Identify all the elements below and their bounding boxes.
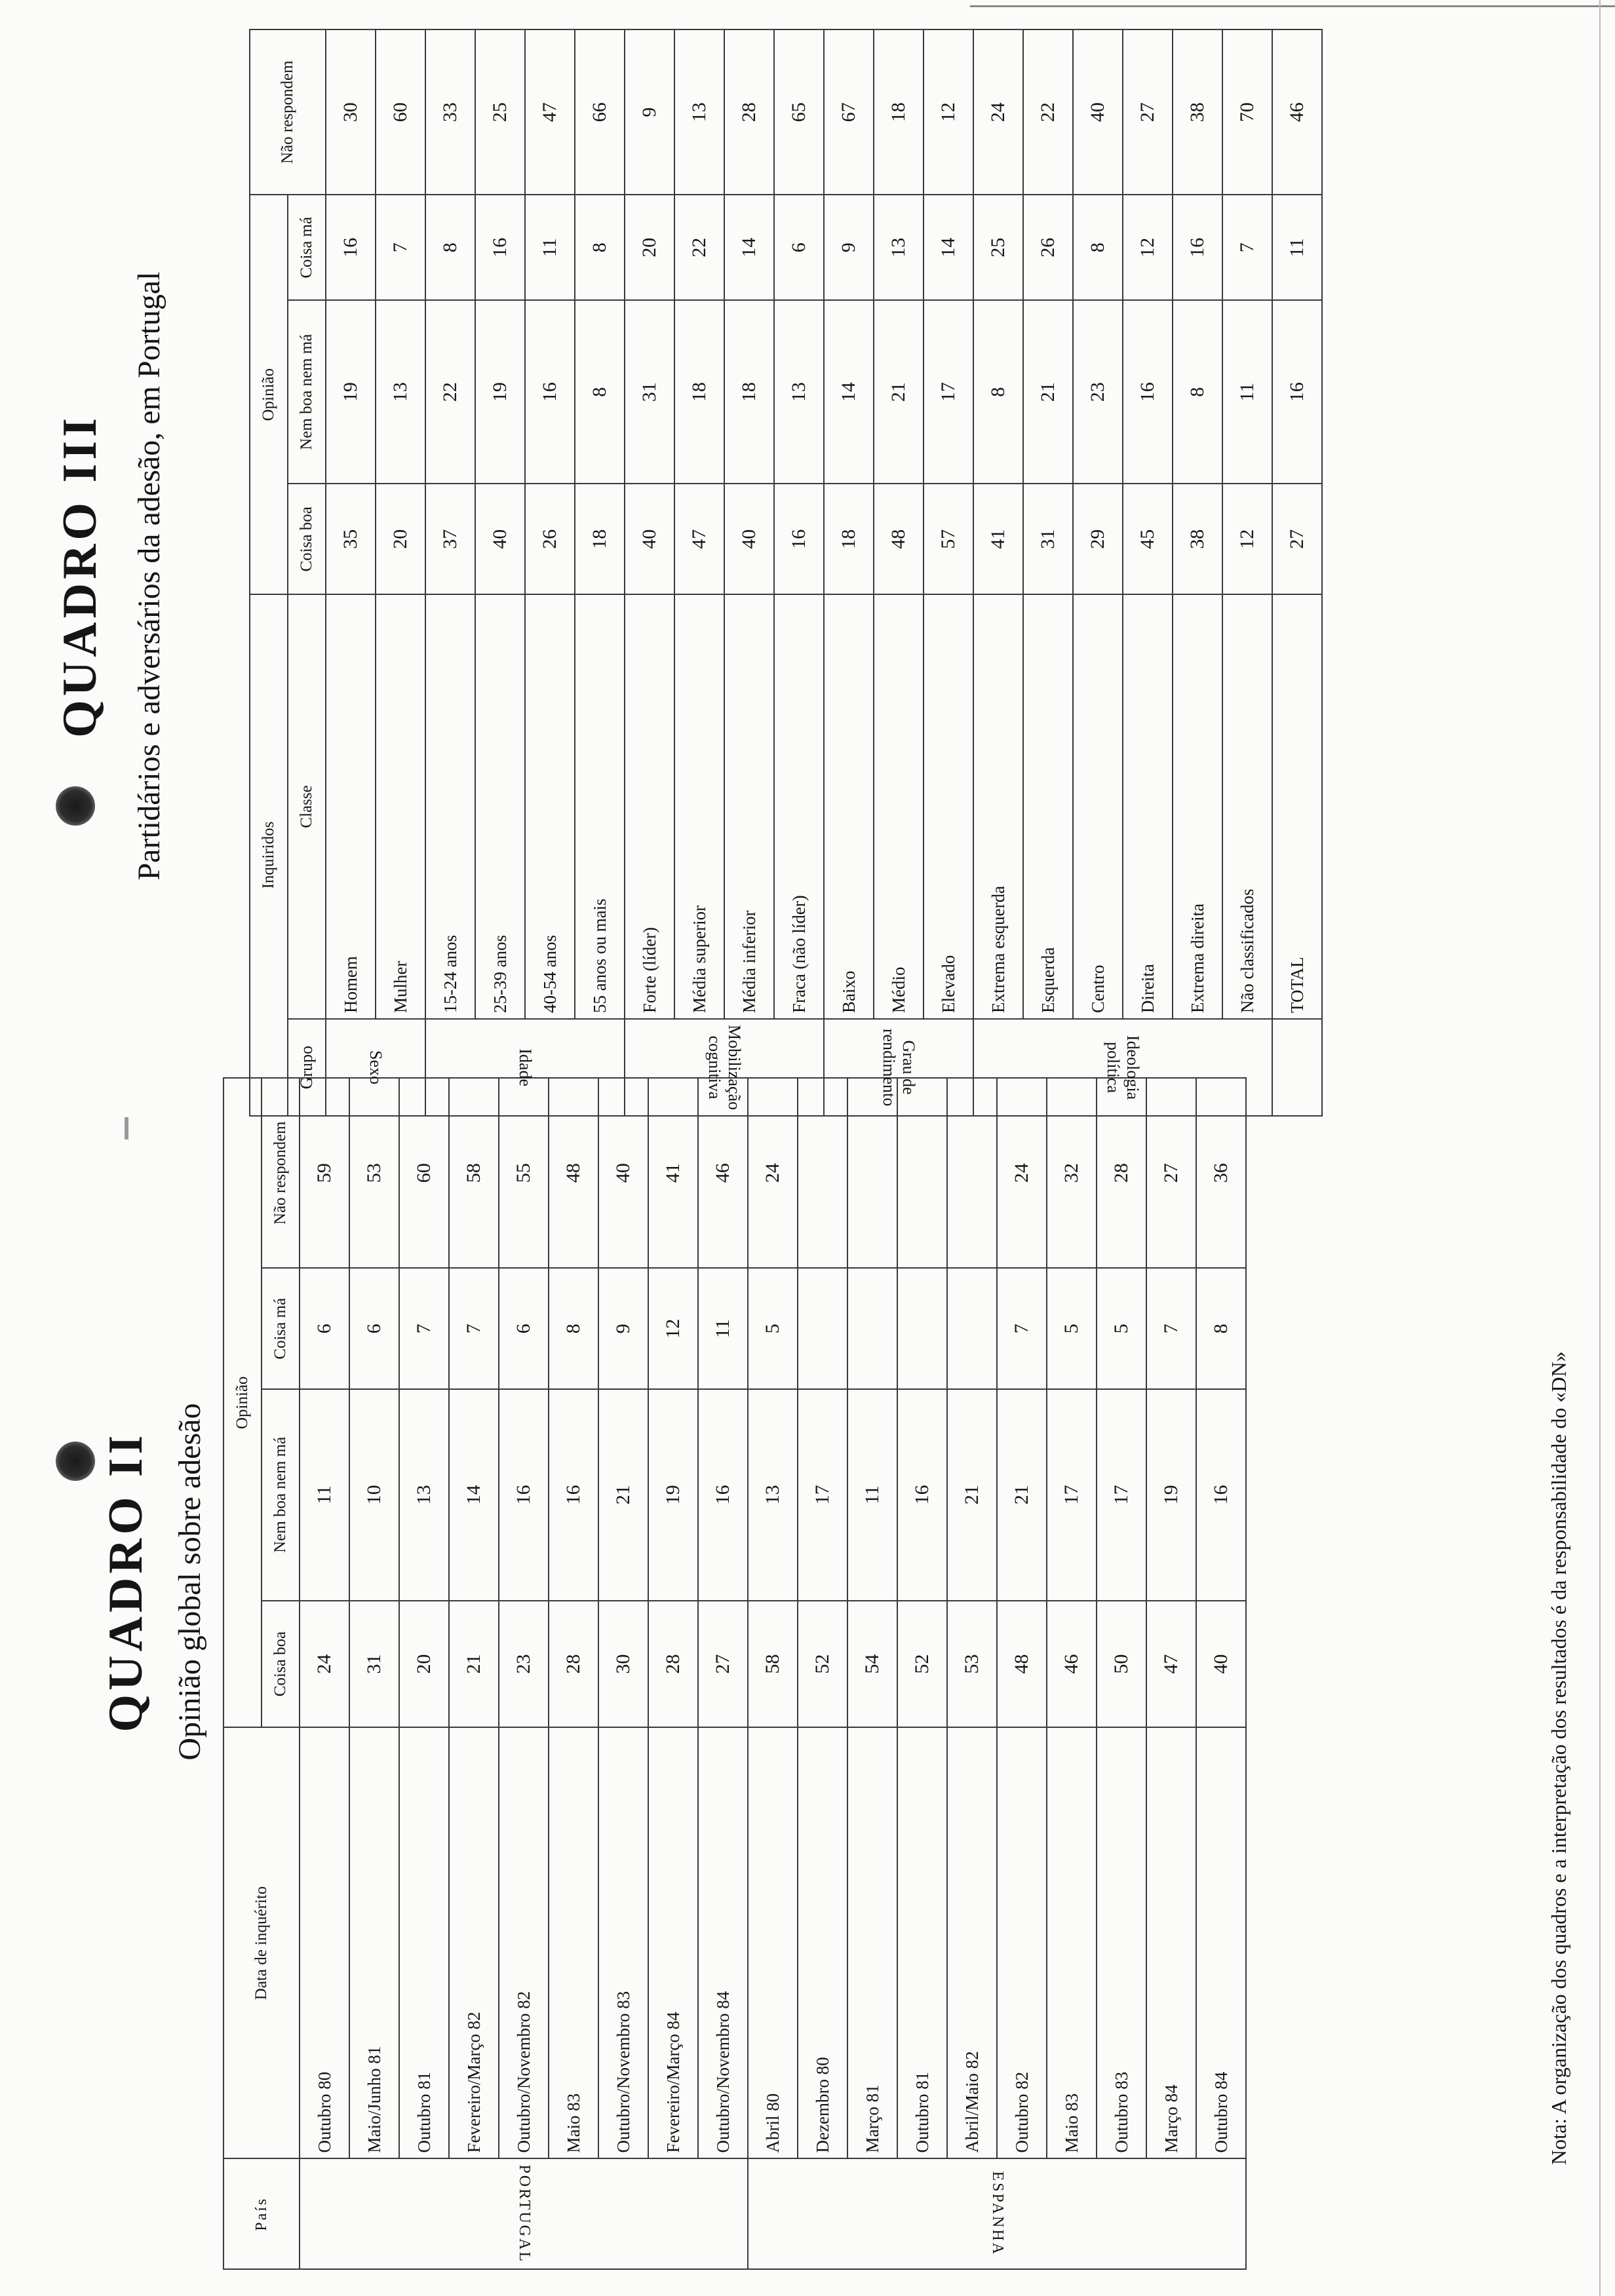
survey-date: Outubro 82	[997, 1727, 1047, 2158]
table-row	[525, 29, 575, 1116]
country-cell	[300, 2158, 748, 2269]
table-row	[824, 29, 874, 1116]
table-row	[1173, 29, 1222, 1116]
value-cell: 60	[376, 29, 425, 195]
value-cell: 48	[997, 1601, 1047, 1728]
value-cell	[847, 1268, 897, 1389]
value-cell: 8	[1173, 300, 1222, 484]
value-cell: 58	[748, 1601, 798, 1728]
table-row	[376, 29, 425, 1116]
class-label: Fraca (não líder)	[774, 594, 824, 1019]
value-cell: 45	[1123, 484, 1173, 594]
value-cell: 41	[648, 1078, 698, 1268]
value-cell: 41	[973, 484, 1023, 594]
class-label: 15-24 anos	[425, 594, 475, 1019]
value-cell: 21	[598, 1389, 648, 1600]
value-cell: 35	[326, 484, 376, 594]
value-cell: 16	[475, 195, 525, 300]
value-cell: 36	[1196, 1078, 1246, 1268]
table-row	[897, 1078, 947, 2269]
value-cell: 37	[425, 484, 475, 594]
total-value: 11	[1272, 195, 1322, 300]
value-cell: 32	[1047, 1078, 1097, 1268]
country-label: PORTUGAL	[515, 2164, 533, 2263]
class-label: Mulher	[376, 594, 425, 1019]
value-cell: 19	[475, 300, 525, 484]
value-cell: 26	[1023, 195, 1073, 300]
value-cell: 29	[1073, 484, 1123, 594]
table-row	[499, 1078, 549, 2269]
value-cell: 22	[425, 300, 475, 484]
value-cell: 25	[973, 195, 1023, 300]
value-cell: 21	[1023, 300, 1073, 484]
value-cell: 7	[1222, 195, 1272, 300]
value-cell: 30	[326, 29, 376, 195]
value-cell: 13	[399, 1389, 449, 1600]
survey-date: Abril 80	[748, 1727, 798, 2158]
value-cell: 14	[924, 195, 973, 300]
value-cell: 9	[625, 29, 674, 195]
table-row	[425, 29, 475, 1116]
value-cell: 7	[399, 1268, 449, 1389]
value-cell: 24	[300, 1601, 349, 1728]
value-cell: 14	[449, 1389, 499, 1600]
value-cell: 66	[575, 29, 625, 195]
class-label: Médio	[874, 594, 924, 1019]
survey-date: Fevereiro/Março 84	[648, 1727, 698, 2158]
survey-date: Abril/Maio 82	[947, 1727, 997, 2158]
table-row	[947, 1078, 997, 2269]
value-cell: 23	[1073, 300, 1123, 484]
header-grupo: Grupo	[288, 1019, 326, 1116]
class-label: 25-39 anos	[475, 594, 525, 1019]
table-row	[774, 29, 824, 1116]
value-cell: 7	[997, 1268, 1047, 1389]
value-cell: 53	[947, 1601, 997, 1728]
table-row	[399, 1078, 449, 2269]
value-cell: 12	[924, 29, 973, 195]
total-value: 46	[1272, 29, 1322, 195]
quadro-iii-subtitle: Partidários e adversários da adesão, em Portugal	[132, 271, 166, 881]
table-row	[475, 29, 525, 1116]
value-cell: 40	[475, 484, 525, 594]
table-row	[874, 29, 924, 1116]
survey-date: Março 81	[847, 1727, 897, 2158]
value-cell: 16	[326, 195, 376, 300]
table-row	[449, 1078, 499, 2269]
value-cell	[798, 1268, 847, 1389]
value-cell: 40	[1073, 29, 1123, 195]
survey-date: Março 84	[1146, 1727, 1196, 2158]
value-cell: 28	[1097, 1078, 1146, 1268]
header-inquiridos: Inquiridos	[250, 594, 288, 1116]
survey-date: Outubro/Novembro 83	[598, 1727, 648, 2158]
value-cell: 52	[897, 1601, 947, 1728]
group-cell	[425, 1019, 625, 1116]
value-cell: 48	[549, 1078, 598, 1268]
value-cell: 55	[499, 1078, 549, 1268]
table-row	[1222, 29, 1272, 1116]
value-cell: 21	[874, 300, 924, 484]
value-cell: 16	[1173, 195, 1222, 300]
quadro-ii-table	[223, 1077, 1247, 2270]
group-label: Idade	[516, 1048, 535, 1086]
value-cell: 8	[1196, 1268, 1246, 1389]
value-cell: 52	[798, 1601, 847, 1728]
table-row	[648, 1078, 698, 2269]
group-label: Ideologia política	[1104, 1035, 1142, 1100]
value-cell: 24	[973, 29, 1023, 195]
value-cell: 48	[874, 484, 924, 594]
table-row	[748, 1078, 798, 2269]
footnote: Nota: A organização dos quadros e a interpretação dos resultados é da responsabilidade do «DN»	[1547, 1351, 1570, 2165]
total-label: TOTAL	[1272, 594, 1322, 1019]
value-cell: 17	[1097, 1389, 1146, 1600]
survey-date: Outubro/Novembro 82	[499, 1727, 549, 2158]
value-cell	[897, 1268, 947, 1389]
table-row	[549, 1078, 598, 2269]
value-cell: 16	[525, 300, 575, 484]
table-row	[300, 1078, 349, 2269]
value-cell: 6	[499, 1268, 549, 1389]
value-cell: 24	[748, 1078, 798, 1268]
table-row	[997, 1078, 1047, 2269]
value-cell: 47	[525, 29, 575, 195]
header-coisa-ma-iii: Coisa má	[288, 195, 326, 300]
class-label: Não classificados	[1222, 594, 1272, 1019]
value-cell: 13	[376, 300, 425, 484]
value-cell: 60	[399, 1078, 449, 1268]
value-cell: 7	[449, 1268, 499, 1389]
value-cell: 38	[1173, 484, 1222, 594]
value-cell: 70	[1222, 29, 1272, 195]
value-cell: 8	[575, 300, 625, 484]
value-cell: 27	[1123, 29, 1173, 195]
value-cell: 11	[1222, 300, 1272, 484]
value-cell: 6	[300, 1268, 349, 1389]
value-cell: 13	[874, 195, 924, 300]
group-label: Sexo	[366, 1050, 385, 1085]
value-cell: 26	[525, 484, 575, 594]
table-row	[847, 1078, 897, 2269]
table-row	[1047, 1078, 1097, 2269]
class-label: Extrema esquerda	[973, 594, 1023, 1019]
value-cell: 50	[1097, 1601, 1146, 1728]
value-cell: 67	[824, 29, 874, 195]
value-cell: 33	[425, 29, 475, 195]
value-cell: 5	[748, 1268, 798, 1389]
value-cell: 5	[1097, 1268, 1146, 1389]
value-cell	[947, 1268, 997, 1389]
class-label: Elevado	[924, 594, 973, 1019]
table-row	[1146, 1078, 1196, 2269]
value-cell: 54	[847, 1601, 897, 1728]
table-row	[1123, 29, 1173, 1116]
class-label: Homem	[326, 594, 376, 1019]
value-cell: 16	[549, 1389, 598, 1600]
value-cell: 11	[847, 1389, 897, 1600]
value-cell: 31	[625, 300, 674, 484]
value-cell: 11	[300, 1389, 349, 1600]
class-label: Média superior	[674, 594, 724, 1019]
class-label: Baixo	[824, 594, 874, 1019]
value-cell: 46	[1047, 1601, 1097, 1728]
value-cell: 8	[575, 195, 625, 300]
value-cell: 53	[349, 1078, 399, 1268]
table-row	[598, 1078, 648, 2269]
header-coisa-boa: Coisa boa	[262, 1601, 300, 1728]
quadro-iii-body	[326, 29, 1322, 1116]
group-cell	[326, 1019, 425, 1116]
class-label: Esquerda	[1023, 594, 1073, 1019]
header-opiniao-iii: Opinião	[250, 195, 288, 594]
value-cell: 20	[399, 1601, 449, 1728]
value-cell: 16	[698, 1389, 748, 1600]
survey-date: Fevereiro/Março 82	[449, 1727, 499, 2158]
group-label: Grau de rendimento	[880, 1028, 918, 1107]
survey-date: Outubro 81	[897, 1727, 947, 2158]
value-cell: 22	[674, 195, 724, 300]
quadro-ii-body	[300, 1078, 1246, 2269]
table-row	[724, 29, 774, 1116]
value-cell: 7	[376, 195, 425, 300]
value-cell: 28	[648, 1601, 698, 1728]
value-cell: 14	[824, 300, 874, 484]
header-coisa-ma: Coisa má	[262, 1268, 300, 1389]
table-row	[1097, 1078, 1146, 2269]
value-cell: 47	[1146, 1601, 1196, 1728]
class-label: 55 anos ou mais	[575, 594, 625, 1019]
value-cell: 18	[824, 484, 874, 594]
value-cell: 16	[897, 1389, 947, 1600]
value-cell: 19	[326, 300, 376, 484]
value-cell: 8	[1073, 195, 1123, 300]
value-cell: 27	[698, 1601, 748, 1728]
group-cell	[824, 1019, 973, 1116]
group-cell-empty	[1272, 1019, 1322, 1116]
survey-date: Maio 83	[549, 1727, 598, 2158]
value-cell: 17	[924, 300, 973, 484]
value-cell: 16	[1196, 1389, 1246, 1600]
table-row	[625, 29, 674, 1116]
value-cell: 21	[997, 1389, 1047, 1600]
value-cell: 19	[1146, 1389, 1196, 1600]
survey-date: Outubro/Novembro 84	[698, 1727, 748, 2158]
value-cell: 28	[549, 1601, 598, 1728]
value-cell: 7	[1146, 1268, 1196, 1389]
value-cell: 31	[1023, 484, 1073, 594]
value-cell: 9	[824, 195, 874, 300]
table-row	[1073, 29, 1123, 1116]
table-row	[798, 1078, 847, 2269]
value-cell: 17	[1047, 1389, 1097, 1600]
value-cell: 30	[598, 1601, 648, 1728]
survey-date: Outubro 81	[399, 1727, 449, 2158]
group-label: Mobilização cognitiva	[705, 1025, 744, 1110]
value-cell: 8	[973, 300, 1023, 484]
value-cell: 14	[724, 195, 774, 300]
value-cell: 40	[598, 1078, 648, 1268]
quadro-iii-table	[249, 29, 1323, 1117]
value-cell: 21	[947, 1389, 997, 1600]
table-row	[698, 1078, 748, 2269]
table-row	[973, 29, 1023, 1116]
class-label: Média inferior	[724, 594, 774, 1019]
total-value: 27	[1272, 484, 1322, 594]
survey-date: Outubro 84	[1196, 1727, 1246, 2158]
value-cell: 10	[349, 1389, 399, 1600]
value-cell: 8	[425, 195, 475, 300]
total-row	[1272, 29, 1322, 1116]
value-cell: 40	[724, 484, 774, 594]
value-cell: 5	[1047, 1268, 1097, 1389]
value-cell: 40	[625, 484, 674, 594]
survey-date: Outubro 83	[1097, 1727, 1146, 2158]
value-cell: 11	[698, 1268, 748, 1389]
value-cell: 13	[674, 29, 724, 195]
survey-date: Outubro 80	[300, 1727, 349, 2158]
value-cell: 8	[549, 1268, 598, 1389]
survey-date: Dezembro 80	[798, 1727, 847, 2158]
value-cell: 20	[625, 195, 674, 300]
table-row	[349, 1078, 399, 2269]
value-cell: 18	[874, 29, 924, 195]
value-cell: 18	[575, 484, 625, 594]
value-cell: 6	[774, 195, 824, 300]
value-cell: 16	[774, 484, 824, 594]
header-data: Data de inquérito	[224, 1727, 300, 2158]
country-label: ESPANHA	[988, 2171, 1006, 2257]
country-cell	[748, 2158, 1246, 2269]
value-cell: 47	[674, 484, 724, 594]
value-cell: 12	[648, 1268, 698, 1389]
survey-date: Maio/Junho 81	[349, 1727, 399, 2158]
value-cell: 19	[648, 1389, 698, 1600]
value-cell: 9	[598, 1268, 648, 1389]
value-cell: 18	[674, 300, 724, 484]
value-cell: 25	[475, 29, 525, 195]
value-cell: 40	[1196, 1601, 1246, 1728]
value-cell: 17	[798, 1389, 847, 1600]
value-cell: 22	[1023, 29, 1073, 195]
value-cell: 12	[1123, 195, 1173, 300]
header-nem-boa-nem-ma: Nem boa nem má	[262, 1389, 300, 1600]
class-label: 40-54 anos	[525, 594, 575, 1019]
value-cell: 16	[1123, 300, 1173, 484]
value-cell: 16	[499, 1389, 549, 1600]
class-label: Centro	[1073, 594, 1123, 1019]
table-row	[674, 29, 724, 1116]
value-cell: 65	[774, 29, 824, 195]
header-nem-boa-nem-ma-iii: Nem boa nem má	[288, 300, 326, 484]
value-cell: 46	[698, 1078, 748, 1268]
total-value: 16	[1272, 300, 1322, 484]
value-cell: 6	[349, 1268, 399, 1389]
value-cell: 27	[1146, 1078, 1196, 1268]
group-cell	[625, 1019, 824, 1116]
table-row	[1196, 1078, 1246, 2269]
header-nao-respondem-iii: Não respondem	[250, 29, 326, 195]
value-cell: 58	[449, 1078, 499, 1268]
value-cell: 28	[724, 29, 774, 195]
survey-date: Maio 83	[1047, 1727, 1097, 2158]
value-cell: 38	[1173, 29, 1222, 195]
value-cell: 20	[376, 484, 425, 594]
quadro-ii-subtitle: Opinião global sobre adesão	[172, 1403, 207, 1761]
value-cell: 24	[997, 1078, 1047, 1268]
class-label: Forte (líder)	[625, 594, 674, 1019]
table-row	[575, 29, 625, 1116]
value-cell: 21	[449, 1601, 499, 1728]
value-cell: 13	[774, 300, 824, 484]
group-cell	[973, 1019, 1272, 1116]
value-cell: 13	[748, 1389, 798, 1600]
value-cell: 11	[525, 195, 575, 300]
quadro-ii-title: QUADRO II	[99, 1431, 153, 1732]
value-cell: 59	[300, 1078, 349, 1268]
value-cell: 18	[724, 300, 774, 484]
table-row	[1023, 29, 1073, 1116]
value-cell: 57	[924, 484, 973, 594]
value-cell: 23	[499, 1601, 549, 1728]
class-label: Direita	[1123, 594, 1173, 1019]
header-coisa-boa-iii: Coisa boa	[288, 484, 326, 594]
value-cell: 12	[1222, 484, 1272, 594]
header-pais: País	[224, 2158, 300, 2269]
value-cell: 31	[349, 1601, 399, 1728]
header-nao-respondem: Não respondem	[262, 1078, 300, 1268]
class-label: Extrema direita	[1173, 594, 1222, 1019]
table-row	[326, 29, 376, 1116]
header-opiniao: Opinião	[224, 1078, 262, 1727]
header-classe: Classe	[288, 594, 326, 1019]
quadro-iii-title: QUADRO III	[53, 414, 107, 738]
table-row	[924, 29, 973, 1116]
